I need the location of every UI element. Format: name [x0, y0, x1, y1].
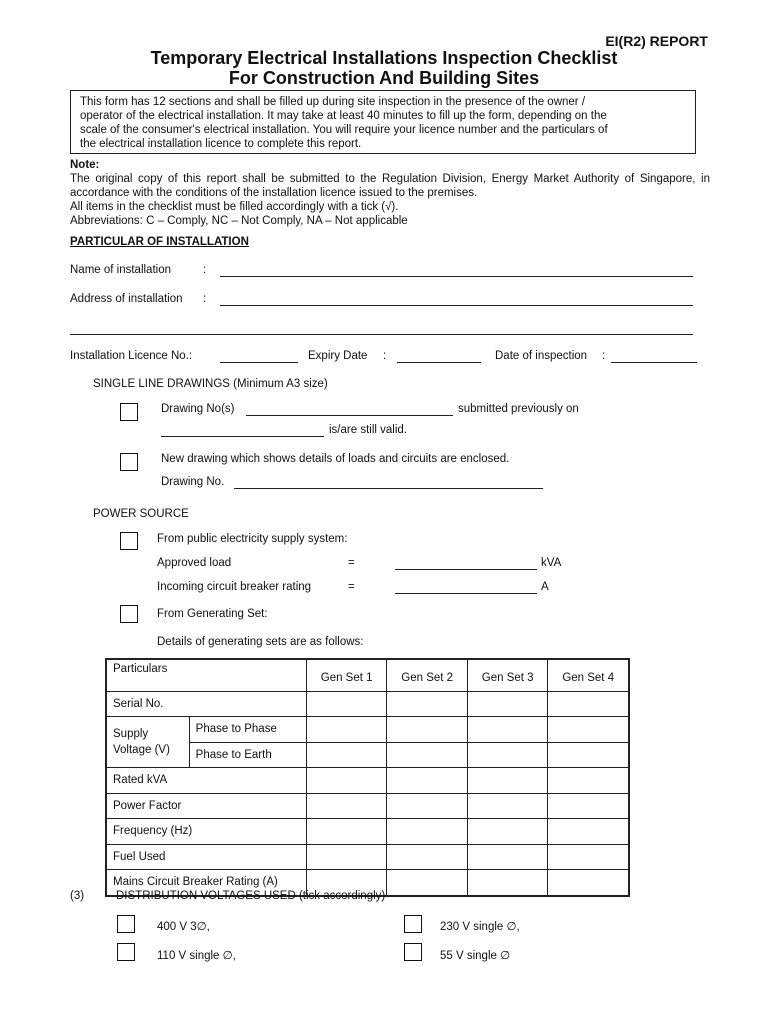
voltage-55-checkbox[interactable]: [404, 943, 422, 961]
table-cell[interactable]: [387, 844, 468, 870]
address-label: Address of installation: [70, 293, 183, 305]
table-row: [106, 717, 629, 743]
page-title: Temporary Electrical Installations Inspection Checklist: [150, 48, 618, 68]
table-cell[interactable]: [387, 742, 468, 768]
voltage-400-label: 400 V 3∅,: [157, 921, 210, 933]
table-cell[interactable]: [467, 691, 548, 717]
address-field-line2[interactable]: [70, 322, 693, 335]
table-row: [106, 768, 629, 794]
approved-load-field[interactable]: [395, 557, 537, 570]
drawing-no-field[interactable]: [234, 476, 543, 489]
new-drawing-label: New drawing which shows details of loads and circuits are enclosed.: [161, 453, 510, 465]
table-cell[interactable]: [387, 870, 468, 896]
new-drawing-checkbox[interactable]: [120, 453, 138, 471]
licence-label: Installation Licence No.:: [70, 350, 193, 362]
colon: :: [383, 350, 387, 362]
name-label: Name of installation: [70, 264, 171, 276]
table-row: [106, 793, 629, 819]
public-supply-label: From public electricity supply system:: [157, 533, 348, 545]
public-supply-checkbox[interactable]: [120, 532, 138, 550]
table-row: [106, 819, 629, 845]
intro-line: operator of the electrical installation. It may take at least 40 minutes to fill up the form, depending on the: [80, 110, 607, 122]
still-valid-label: is/are still valid.: [329, 424, 407, 436]
power-source-heading: POWER SOURCE: [93, 508, 189, 520]
gen-set-header: Gen Set 3: [467, 659, 548, 691]
licence-field[interactable]: [220, 350, 298, 363]
table-cell[interactable]: [306, 742, 387, 768]
table-cell[interactable]: [387, 819, 468, 845]
table-row: [106, 844, 629, 870]
table-cell[interactable]: [548, 793, 629, 819]
submitted-date-field[interactable]: [161, 424, 324, 437]
equals-sign: =: [348, 581, 355, 593]
section-number: (3): [70, 890, 85, 902]
supply-voltage-label: [106, 717, 189, 768]
table-cell[interactable]: [548, 844, 629, 870]
table-cell[interactable]: [306, 844, 387, 870]
gen-set-header: Gen Set 1: [306, 659, 387, 691]
table-cell[interactable]: [306, 717, 387, 743]
drawing-no-label: Drawing No.: [161, 476, 225, 488]
incoming-cb-field[interactable]: [395, 581, 537, 594]
row-label: Serial No.: [106, 691, 306, 717]
voltage-400-checkbox[interactable]: [117, 915, 135, 933]
gen-set-header: Gen Set 2: [387, 659, 468, 691]
supply-voltage-line: Supply: [113, 728, 149, 740]
expiry-label: Expiry Date: [308, 350, 368, 362]
table-cell[interactable]: [548, 742, 629, 768]
row-label: Mains Circuit Breaker Rating (A): [106, 870, 306, 896]
table-cell[interactable]: [387, 691, 468, 717]
particulars-heading: PARTICULAR OF INSTALLATION: [70, 236, 249, 248]
row-label: Fuel Used: [106, 844, 306, 870]
gen-set-label: From Generating Set:: [157, 608, 268, 620]
inspection-label: Date of inspection: [495, 350, 588, 362]
table-cell[interactable]: [548, 768, 629, 794]
table-cell[interactable]: [306, 691, 387, 717]
note-line: The original copy of this report shall be submitted to the Regulation Division, Energy Market Authority of Singapore, in accordance with the conditions of the installation licence issued to the premises.: [70, 173, 710, 199]
inspection-date-field[interactable]: [611, 350, 697, 363]
table-cell[interactable]: [467, 717, 548, 743]
drawing-nos-field[interactable]: [246, 403, 453, 416]
voltage-55-label: 55 V single ∅: [440, 950, 511, 962]
table-row: [106, 659, 629, 691]
row-label: Phase to Earth: [189, 742, 306, 768]
name-field[interactable]: [220, 264, 693, 277]
intro-line: This form has 12 sections and shall be filled up during site inspection in the presence of the owner /: [80, 96, 586, 108]
row-label: Phase to Phase: [189, 717, 306, 743]
table-cell[interactable]: [548, 819, 629, 845]
report-code: EI(R2) REPORT: [605, 33, 708, 49]
single-line-heading: SINGLE LINE DRAWINGS (Minimum A3 size): [93, 378, 328, 390]
supply-voltage-line: Voltage (V): [113, 744, 170, 756]
gen-set-checkbox[interactable]: [120, 605, 138, 623]
drawing-submitted-checkbox[interactable]: [120, 403, 138, 421]
colon: :: [203, 264, 207, 276]
voltage-230-checkbox[interactable]: [404, 915, 422, 933]
table-cell[interactable]: [387, 717, 468, 743]
colon: :: [203, 293, 207, 305]
table-cell[interactable]: [306, 793, 387, 819]
table-cell[interactable]: [548, 870, 629, 896]
table-cell[interactable]: [548, 691, 629, 717]
amp-unit: A: [541, 581, 549, 593]
table-cell[interactable]: [548, 717, 629, 743]
table-cell[interactable]: [467, 819, 548, 845]
note-section: [70, 158, 710, 228]
table-cell[interactable]: [387, 768, 468, 794]
table-cell[interactable]: [467, 768, 548, 794]
note-heading: Note:: [70, 159, 100, 171]
gen-set-header: Gen Set 4: [548, 659, 629, 691]
note-line: Abbreviations: C – Comply, NC – Not Comply, NA – Not applicable: [70, 215, 408, 227]
table-cell[interactable]: [306, 768, 387, 794]
table-cell[interactable]: [467, 742, 548, 768]
drawing-nos-label: Drawing No(s): [161, 403, 235, 415]
table-cell[interactable]: [306, 819, 387, 845]
intro-line: scale of the consumer's electrical installation. You will require your licence number and the particulars of: [80, 124, 608, 136]
kva-unit: kVA: [541, 557, 562, 569]
row-label: Rated kVA: [106, 768, 306, 794]
voltage-110-label: 110 V single ∅,: [157, 950, 236, 962]
page-subtitle: For Construction And Building Sites: [228, 68, 540, 88]
intro-line: the electrical installation licence to complete this report.: [80, 138, 362, 150]
address-field[interactable]: [220, 293, 693, 306]
voltage-230-label: 230 V single ∅,: [440, 921, 520, 933]
table-row: [106, 691, 629, 717]
submitted-previously-label: submitted previously on: [458, 403, 579, 415]
gen-details-label: Details of generating sets are as follows:: [157, 636, 364, 648]
colon: :: [602, 350, 606, 362]
equals-sign: =: [348, 557, 355, 569]
incoming-cb-label: Incoming circuit breaker rating: [157, 581, 312, 593]
table-cell[interactable]: [387, 793, 468, 819]
distribution-heading: DISTRIBUTION VOLTAGES USED (tick accordingly): [116, 890, 386, 902]
row-label: Frequency (Hz): [106, 819, 306, 845]
table-cell[interactable]: [467, 844, 548, 870]
table-cell[interactable]: [467, 870, 548, 896]
approved-load-label: Approved load: [157, 557, 232, 569]
expiry-field[interactable]: [397, 350, 481, 363]
voltage-110-checkbox[interactable]: [117, 943, 135, 961]
row-label: Power Factor: [106, 793, 306, 819]
table-cell[interactable]: [467, 793, 548, 819]
gen-set-table: [105, 658, 630, 897]
intro-box: [70, 90, 696, 154]
particulars-header: Particulars: [106, 659, 306, 691]
note-line: All items in the checklist must be filled accordingly with a tick (√).: [70, 201, 399, 213]
